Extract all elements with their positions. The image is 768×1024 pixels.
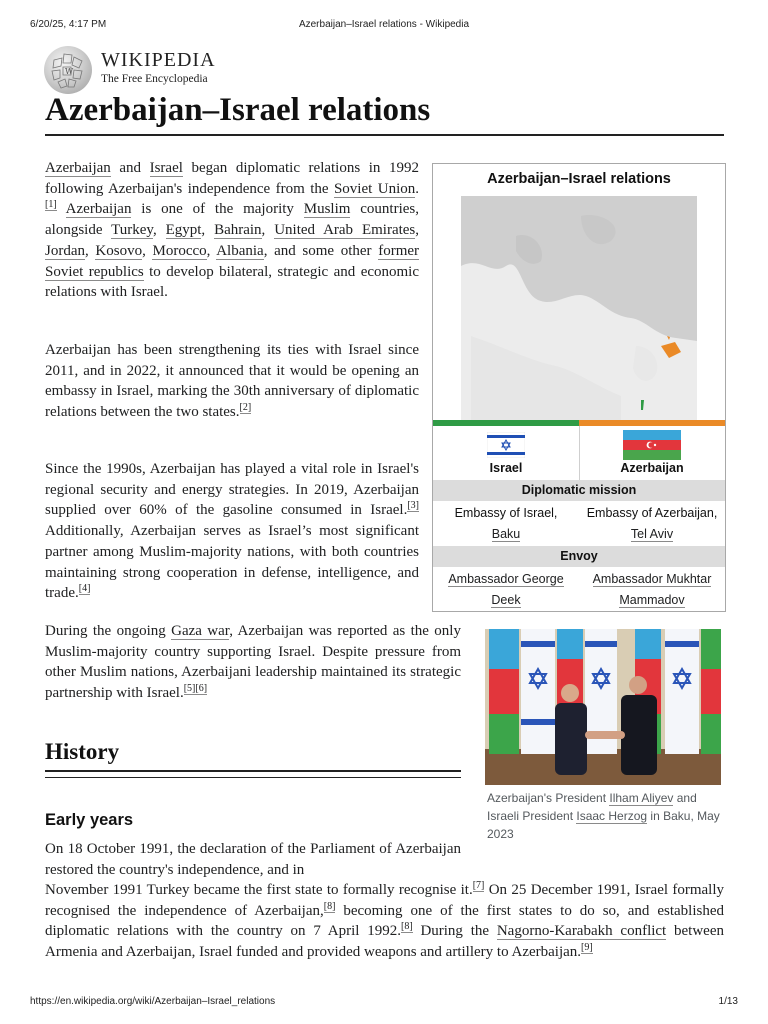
page-title: Azerbaijan–Israel relations [45,92,431,128]
wikipedia-wordmark: WIKIPEDIA [101,49,216,71]
section-divider [45,770,461,772]
text: Azerbaijan has been strengthening its ties with Israel since 2011, and in 2022, it announced that it would be opening an embassy in Israel, marking the 30th anniversary of diplomatic relations between the two states. [45,342,419,421]
text: is one of the majority [131,201,304,218]
text: During the ongoing [45,623,172,639]
mission-israel [433,503,579,545]
photo-caption [487,789,721,843]
link-muslim[interactable]: Muslim [303,201,351,218]
link-ilham-aliyev[interactable]: Ilham Aliyev [609,791,674,805]
link-azerbaijan-2[interactable]: Azerbaijan [65,201,132,218]
link-nagorno-karabakh-conflict[interactable]: Nagorno-Karabakh conflict [496,923,667,940]
wikipedia-tagline: The Free Encyclopedia [101,73,208,85]
mission-azerbaijan [579,503,725,545]
link-albania[interactable]: Albania [216,242,264,259]
ref-3[interactable]: [3] [407,500,419,512]
print-datetime: 6/20/25, 4:17 PM [30,19,107,30]
history-paragraph-1 [45,839,461,880]
text: and Israeli President [487,791,697,823]
lead-paragraph-4 [45,621,461,704]
link-jordan[interactable]: Jordan [45,242,85,259]
lead-paragraph-3 [45,459,419,604]
link-bahrain[interactable]: Bahrain [214,222,262,239]
text: , Azerbaijan was reported as the only Muslim-majority country supporting Israel. Despite pressure from other Muslim nations, Azerbaijani leadership maintained its strategic partnership with Israel. [45,623,461,702]
envoy-azerbaijan [579,569,725,611]
infobox-country-azerbaijan: Azerbaijan [620,461,684,475]
link-isaac-herzog[interactable]: Isaac Herzog [576,809,648,823]
svg-text:W: W [65,67,74,76]
ref-5-6[interactable]: [5][6] [183,683,208,695]
ref-9[interactable]: [9] [581,942,593,954]
text: Since the 1990s, Azerbaijan has played a vital role in Israel's regional security and energy strategies. In 2019, Azerbaijan supplied over 60% of the gasoline consumed in Israel. [45,461,419,519]
text: countries, alongside [45,201,419,239]
title-divider [45,134,724,136]
link-george-deek-2[interactable]: Deek [491,593,521,607]
mission-azerbaijan-line1: Embassy of Azerbaijan, [586,506,718,520]
relations-map[interactable] [461,196,697,425]
text: During the [412,923,497,940]
text: , [261,222,275,239]
text: , [206,242,217,259]
lead-paragraph-2 [45,340,419,423]
text: in Baku, May 2023 [487,809,720,841]
text: . [415,180,419,197]
text: November 1991 Turkey became the first state to formally recognise it. [45,882,473,898]
text: , [415,222,420,239]
wikipedia-globe-icon[interactable] [44,46,92,94]
link-tel-aviv-embassy[interactable]: Tel Aviv [630,527,674,541]
ref-8b[interactable]: [8] [400,921,413,933]
text: , and some other [263,242,379,259]
text: to develop bilateral, strategic and economic relations with Israel. [45,263,419,301]
infobox-country-israel: Israel [489,461,523,475]
text: began diplomatic relations in 1992 following Azerbaijan's independence from the [45,160,419,197]
lead-paragraph-1 [45,158,419,303]
text: Additionally, Azerbaijan serves as Israel’s most significant partner among Muslim-majority nations, with both countries maintaining strong cooperation in defense, intelligence, and trade. [45,523,419,602]
section-heading-history: History [45,739,120,764]
print-url: https://en.wikipedia.org/wiki/Azerbaijan–Israel_relations [30,996,276,1007]
text: , [85,242,96,259]
link-israel[interactable]: Israel [149,160,183,176]
text: becoming one of the first states to do so, and established diplomatic relations with the country on 7 April 1992. [45,902,724,940]
text: , [142,242,153,259]
ref-7[interactable]: [7] [472,880,485,891]
print-page-number: 1/13 [718,996,738,1007]
infobox-section-diplomatic-mission: Diplomatic mission [433,480,725,501]
israel-color-bar [433,420,579,426]
link-mukhtar-mammadov-2[interactable]: Mammadov [619,593,685,607]
ref-8a[interactable]: [8] [323,900,336,912]
link-gaza-war[interactable]: Gaza war [171,623,230,639]
leaders-handshake-photo[interactable] [485,629,721,785]
link-george-deek[interactable]: Ambassador George [448,572,564,586]
ref-4[interactable]: [4] [78,583,91,595]
link-kosovo[interactable]: Kosovo [95,242,143,259]
link-azerbaijan[interactable]: Azerbaijan [45,160,111,176]
ref-1[interactable]: [1] [45,199,57,211]
subsection-heading-early-years: Early years [45,811,134,829]
text: and [110,160,150,176]
envoy-israel [433,569,579,611]
ref-2[interactable]: [2] [239,402,252,414]
text [57,201,66,217]
link-former-soviet-republics[interactable]: former Soviet republics [45,242,420,280]
text: , [201,222,215,239]
mission-israel-line1: Embassy of Israel, [454,506,558,520]
text: On 18 October 1991, the declaration of the Parliament of Azerbaijan restored the country's independence, and in [45,841,461,878]
infobox-title: Azerbaijan–Israel relations [487,171,671,187]
link-morocco[interactable]: Morocco [152,242,207,259]
text: between Armenia and Azerbaijan, Israel funded and provided weapons and artillery to Azerbaijan. [45,923,724,961]
section-divider-thin [45,777,461,778]
link-baku-embassy[interactable]: Baku [491,527,521,541]
infobox [432,163,726,612]
text: Azerbaijan's President [487,791,610,805]
text: On 25 December 1991, Israel formally recognised the independence of Azerbaijan, [45,882,724,919]
link-egypt[interactable]: Egypt [165,222,202,239]
link-turkey[interactable]: Turkey [111,222,153,239]
azerbaijan-color-bar [579,420,725,426]
history-paragraph-2 [45,880,724,963]
link-mukhtar-mammadov[interactable]: Ambassador Mukhtar [592,572,712,586]
print-page-title: Azerbaijan–Israel relations - Wikipedia [298,19,470,30]
link-soviet-union[interactable]: Soviet Union [333,180,416,197]
link-uae[interactable]: United Arab Emirates [274,222,416,239]
infobox-section-envoy: Envoy [433,546,725,567]
text: , [152,222,166,239]
